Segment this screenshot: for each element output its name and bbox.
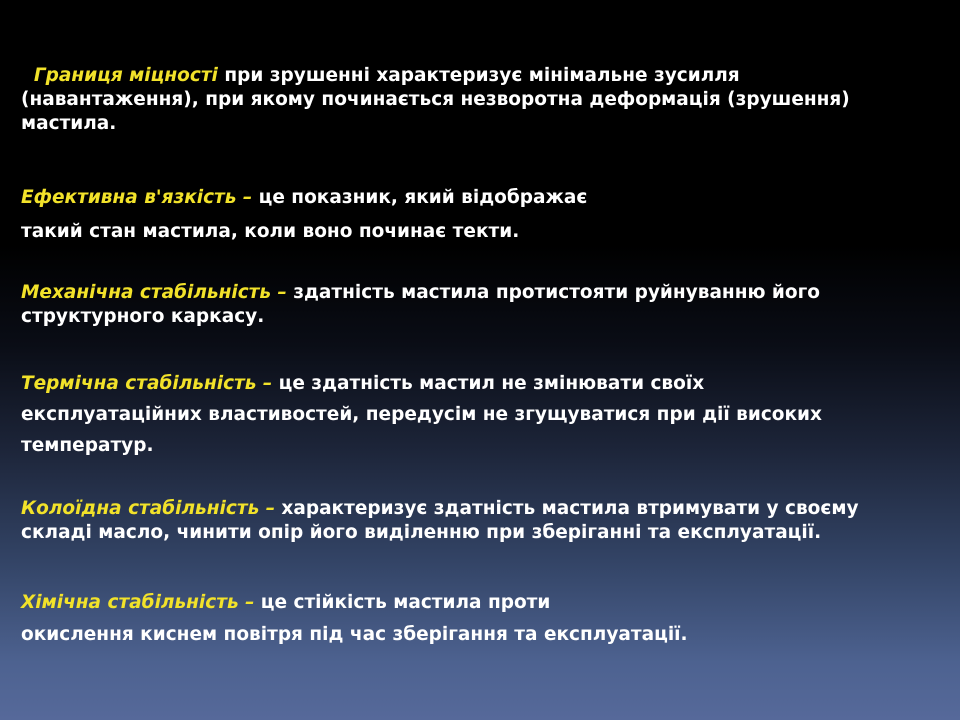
definition-text: це здатність мастил не змінювати своїх (278, 373, 705, 394)
definition-text: характеризує здатність мастила втримувати у своєму (281, 498, 859, 519)
definition-yield-strength (21, 64, 951, 136)
term-mechanical-stability: Механічна стабільність – (21, 282, 294, 303)
definition-text: це стійкість мастила проти (260, 592, 551, 613)
term-chemical-stability: Хімічна стабільність – (21, 592, 261, 613)
definition-line (21, 368, 951, 399)
definition-text: здатність мастила протистояти руйнуванню його (293, 282, 820, 303)
definition-line (21, 181, 951, 215)
definition-line (21, 587, 951, 619)
definition-text: при зрушенні характеризує мінімальне зусилля (224, 65, 740, 86)
definition-chemical-stability (21, 587, 951, 651)
definition-line: експлуатаційних властивостей, передусім не згущуватися при дії високих (21, 404, 822, 425)
definition-mechanical-stability (21, 281, 951, 329)
definition-text: це показник, який відображає (258, 187, 588, 208)
definition-line (21, 281, 951, 305)
definition-line (21, 497, 951, 521)
term-colloidal-stability: Колоїдна стабільність – (21, 498, 282, 519)
definition-line: структурного каркасу. (21, 306, 265, 327)
definition-thermal-stability (21, 368, 951, 461)
definition-colloidal-stability (21, 497, 951, 545)
term-yield-strength: Границя міцності (33, 65, 218, 86)
definition-line: температур. (21, 435, 154, 456)
definition-line: такий стан мастила, коли воно починає текти. (21, 221, 520, 242)
definition-line: (навантаження), при якому починається незворотна деформація (зрушення) (21, 89, 850, 110)
definition-effective-viscosity (21, 181, 951, 249)
definition-line (21, 64, 951, 88)
term-thermal-stability: Термічна стабільність – (21, 373, 279, 394)
definition-line: мастила. (21, 113, 117, 134)
definition-line: окислення киснем повітря під час зберігання та експлуатації. (21, 624, 688, 645)
definition-line: складі масло, чинити опір його виділенню при зберіганні та експлуатації. (21, 522, 822, 543)
term-effective-viscosity: Ефективна в'язкість – (21, 187, 259, 208)
